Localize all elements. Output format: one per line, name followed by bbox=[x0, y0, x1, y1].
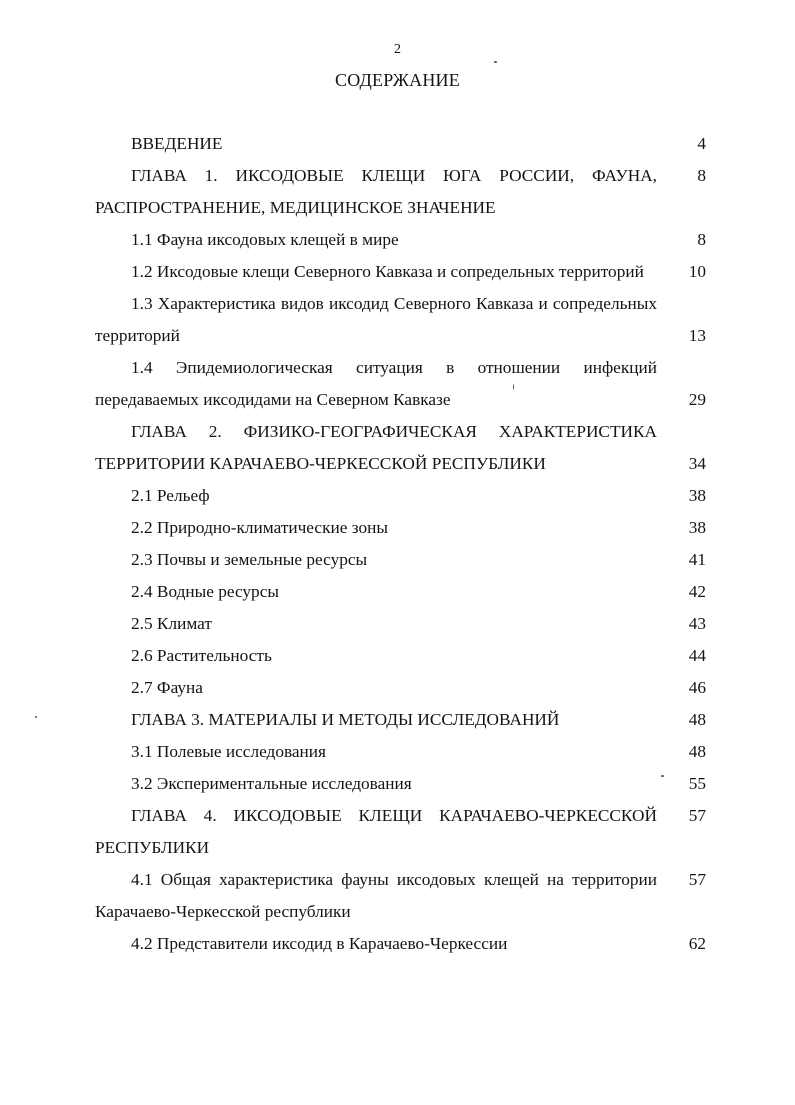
toc-entry-2-5 bbox=[95, 608, 710, 640]
toc-entry-1-3 bbox=[95, 288, 710, 352]
toc-entry-text: 2.5 Климат bbox=[131, 614, 212, 633]
toc-entry-page: 48 bbox=[688, 710, 706, 729]
toc-entry-page: 43 bbox=[688, 614, 706, 633]
toc-entry-page: 38 bbox=[688, 518, 706, 537]
toc-entry-page: 41 bbox=[688, 550, 706, 569]
page-number: 2 bbox=[394, 42, 401, 57]
toc-entry-page: 46 bbox=[688, 678, 706, 697]
toc-entry-page: 42 bbox=[688, 582, 706, 601]
toc-entry-2-1 bbox=[95, 480, 710, 512]
toc-entry-text: 2.4 Водные ресурсы bbox=[131, 582, 279, 601]
toc-entry-text: ГЛАВА 3. МАТЕРИАЛЫ И МЕТОДЫ ИССЛЕДОВАНИЙ bbox=[131, 710, 560, 729]
toc-entry-text: 1.3 Характеристика видов иксодид Северного Кавказа и сопредельных территорий bbox=[95, 294, 657, 345]
scan-speck bbox=[661, 775, 664, 777]
toc-entry-text: ГЛАВА 2. ФИЗИКО-ГЕОГРАФИЧЕСКАЯ ХАРАКТЕРИСТИКА ТЕРРИТОРИИ КАРАЧАЕВО-ЧЕРКЕССКОЙ РЕСПУБЛИКИ bbox=[95, 422, 657, 473]
toc-entry-chapter-2 bbox=[95, 416, 710, 480]
toc-entry-page: 57 bbox=[688, 806, 706, 825]
toc-entry-2-6 bbox=[95, 640, 710, 672]
toc-entry-page: 29 bbox=[688, 390, 706, 409]
toc-entry-page: 44 bbox=[688, 646, 706, 665]
toc-entry-page: 57 bbox=[688, 870, 706, 889]
toc-entry-page: 48 bbox=[688, 742, 706, 761]
toc-entry-2-4 bbox=[95, 576, 710, 608]
toc-entry-page: 34 bbox=[688, 454, 706, 473]
toc-entry-1-2 bbox=[95, 256, 710, 288]
toc-entry-page: 38 bbox=[688, 486, 706, 505]
toc-entry-text: 4.1 Общая характеристика фауны иксодовых клещей на территории Карачаево-Черкесской республики bbox=[95, 870, 657, 921]
toc-title: СОДЕРЖАНИЕ bbox=[335, 70, 460, 90]
toc-entry-1-1 bbox=[95, 224, 710, 256]
toc-entry-text: 3.2 Экспериментальные исследования bbox=[131, 774, 412, 793]
toc-entry-introduction bbox=[95, 128, 710, 160]
toc-entry-page: 13 bbox=[688, 326, 706, 345]
table-of-contents bbox=[95, 128, 710, 960]
toc-entry-text: 1.2 Иксодовые клещи Северного Кавказа и сопредельных территорий bbox=[131, 262, 644, 281]
toc-entry-3-1 bbox=[95, 736, 710, 768]
toc-entry-4-2 bbox=[95, 928, 710, 960]
toc-entry-chapter-4 bbox=[95, 800, 710, 864]
toc-entry-text: ГЛАВА 1. ИКСОДОВЫЕ КЛЕЩИ ЮГА РОССИИ, ФАУНА, РАСПРОСТРАНЕНИЕ, МЕДИЦИНСКОЕ ЗНАЧЕНИЕ bbox=[95, 166, 657, 217]
toc-entry-text: 4.2 Представители иксодид в Карачаево-Черкессии bbox=[131, 934, 508, 953]
toc-entry-text: 2.6 Растительность bbox=[131, 646, 272, 665]
toc-entry-text: 1.4 Эпидемиологическая ситуация в отношении инфекций передаваемых иксодидами на Северном Кавказе bbox=[95, 358, 657, 409]
toc-entry-page: 55 bbox=[688, 774, 706, 793]
toc-entry-text: 1.1 Фауна иксодовых клещей в мире bbox=[131, 230, 399, 249]
toc-entry-page: 8 bbox=[697, 230, 706, 249]
toc-entry-text: ГЛАВА 4. ИКСОДОВЫЕ КЛЕЩИ КАРАЧАЕВО-ЧЕРКЕССКОЙ РЕСПУБЛИКИ bbox=[95, 806, 657, 857]
scan-speck bbox=[35, 716, 37, 718]
scan-speck bbox=[494, 61, 497, 63]
toc-entry-3-2 bbox=[95, 768, 710, 800]
toc-entry-2-3 bbox=[95, 544, 710, 576]
toc-entry-page: 4 bbox=[697, 134, 706, 153]
toc-entry-chapter-1 bbox=[95, 160, 710, 224]
toc-entry-page: 8 bbox=[697, 166, 706, 185]
toc-entry-1-4 bbox=[95, 352, 710, 416]
toc-entry-2-2 bbox=[95, 512, 710, 544]
toc-entry-text: 2.3 Почвы и земельные ресурсы bbox=[131, 550, 368, 569]
scan-speck bbox=[513, 384, 514, 390]
toc-entry-text: 2.7 Фауна bbox=[131, 678, 203, 697]
toc-entry-page: 10 bbox=[688, 262, 706, 281]
toc-entry-text: ВВЕДЕНИЕ bbox=[131, 134, 223, 153]
toc-entry-text: 2.1 Рельеф bbox=[131, 486, 210, 505]
toc-entry-4-1 bbox=[95, 864, 710, 928]
toc-entry-text: 2.2 Природно-климатические зоны bbox=[131, 518, 388, 537]
toc-entry-chapter-3 bbox=[95, 704, 710, 736]
toc-entry-text: 3.1 Полевые исследования bbox=[131, 742, 327, 761]
toc-entry-page: 62 bbox=[688, 934, 706, 953]
toc-entry-2-7 bbox=[95, 672, 710, 704]
